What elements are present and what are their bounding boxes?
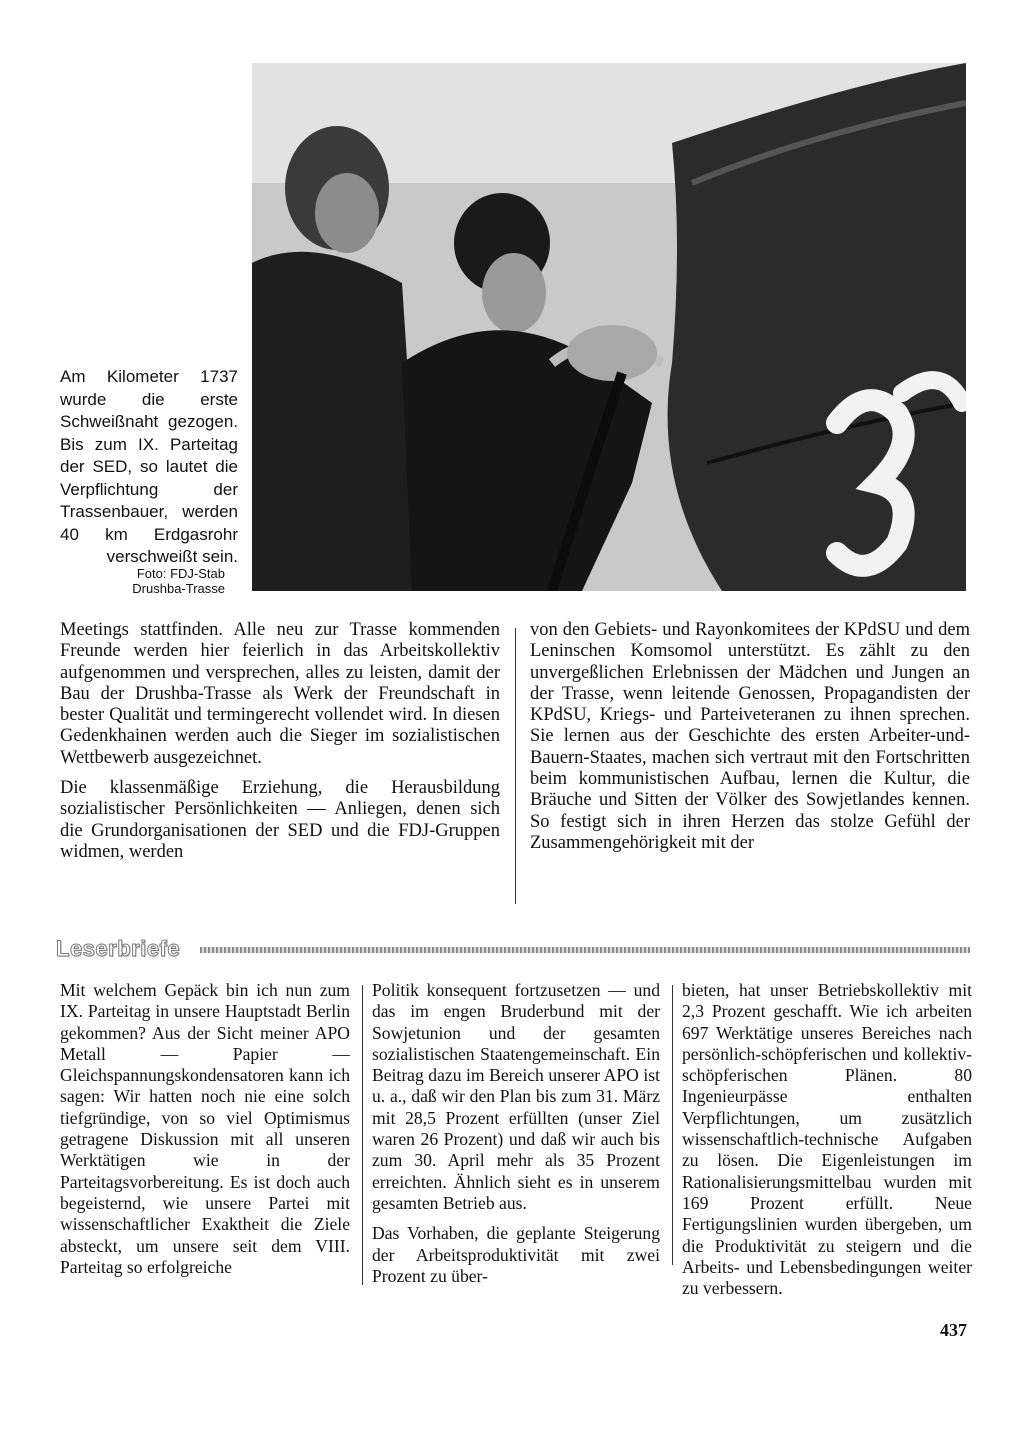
article-column-left: [60, 620, 500, 863]
photo-credit-line-1: Foto: FDJ-Stab: [136, 566, 225, 581]
photo-caption: Am Kilometer 1737 wurde die erste Schweißnaht gezogen. Bis zum IX. Parteitag der SED, so lautet die Verpflichtung der Trassenbauer, werden 40 km Erdgasrohr verschweißt sein.: [60, 367, 238, 566]
photo-illustration: [252, 63, 966, 591]
photo-credit-line-2: Drushba-Trasse: [132, 581, 225, 596]
photo-credit: [60, 566, 225, 596]
article-photo: [252, 63, 966, 591]
column-divider: [515, 628, 516, 904]
section-title-leserbriefe: Leserbriefe: [56, 936, 181, 961]
article-paragraph: von den Gebiets- und Rayonkomitees der KPdSU und dem Leninschen Komsomol unterstützt. Es zählt zu den unvergeßlichen Erlebnissen der Mädchen und Jungen an der Trasse, wenn leitende Genossen, Propagandisten der KPdSU, Kriegs- und Parteiveteranen zu ihnen sprechen. Sie lernen aus der Geschichte des ersten Arbeiter-und-Bauern-Staates, machen sich vertraut mit den Fortschritten beim kommunistischen Aufbau, lernen die Kultur, die Bräuche und Sitten der Völker des Sowjetlandes kennen. So festigt sich in ihren Herzen das stolze Gefühl der Zusammengehörigkeit mit der: [530, 620, 970, 853]
letter-paragraph: bieten, hat unser Betriebskollektiv mit 2,3 Prozent geschafft. Wie ich arbeiten 697 Werktätige unseres Bereiches nach persönlich-schöpferischen und kollektiv-schöpferischen Plänen. 80 Ingenieurpässe enthalten Verpflichtungen, um zusätzlich wissenschaftlich-technische Aufgaben zu lösen. Die Eigenleistungen im Rationalisierungsmittelbau wurden mit 169 Prozent erfüllt. Neue Fertigungslinien wurden übergeben, um die Produktivität zu steigern und die Arbeits- und Lebensbedingungen weiter zu verbessern.: [682, 980, 972, 1299]
article-paragraph: Meetings stattfinden. Alle neu zur Trasse kommenden Freunde werden hier feierlich in das Arbeitskollektiv aufgenommen und versprechen, alles zu leisten, damit der Bau der Drushba-Trasse als Werk der Freundschaft in bester Qualität und termingerecht vollendet wird. In diesen Gedenkhainen werden auch die Sieger im sozialistischen Wettbewerb ausgezeichnet.: [60, 620, 500, 768]
letter-paragraph: Das Vorhaben, die geplante Steigerung der Arbeitsproduktivität mit zwei Prozent zu über-: [372, 1223, 660, 1286]
section-rule: [200, 947, 970, 953]
column-divider: [362, 985, 363, 1285]
column-divider: [672, 985, 673, 1265]
letter-paragraph: Mit welchem Gepäck bin ich nun zum IX. Parteitag in unsere Hauptstadt Berlin gekommen? Aus der Sicht meiner APO Metall — Papier — Gleichspannungskondensatoren kann ich sagen: Wir hatten noch nie eine solch tiefgründige, von so viel Optimismus getragene Diskussion mit all unseren Werktätigen wie in der Parteitagsvorbereitung. Es ist doch auch begeisternd, wie unsere Partei mit wissenschaftlicher Exaktheit die Ziele absteckt, um unsere seit dem VIII. Parteitag so erfolgreiche: [60, 980, 350, 1277]
article-column-right: [530, 620, 970, 854]
page-number: 437: [940, 1320, 967, 1340]
letters-column-3: [682, 980, 972, 1299]
letters-column-1: [60, 980, 350, 1278]
letter-paragraph: Politik konsequent fortzusetzen — und das im engen Bruderbund mit der Sowjetunion und der gesamten sozialistischen Staatengemeinschaft. Ein Beitrag dazu im Bereich unserer APO ist u. a., daß wir den Plan bis zum 31. März mit 28,5 Prozent erfüllten (unser Ziel waren 26 Prozent) und daß wir auch bis zum 30. April mehr als 35 Prozent erreichten. Ähnlich sieht es in unserem gesamten Betrieb aus.: [372, 980, 660, 1213]
article-paragraph: Die klassenmäßige Erziehung, die Herausbildung sozialistischer Persönlichkeiten — Anliegen, denen sich die Grundorganisationen der SED und die FDJ-Gruppen widmen, werden: [60, 778, 500, 862]
letters-column-2: [372, 980, 660, 1287]
